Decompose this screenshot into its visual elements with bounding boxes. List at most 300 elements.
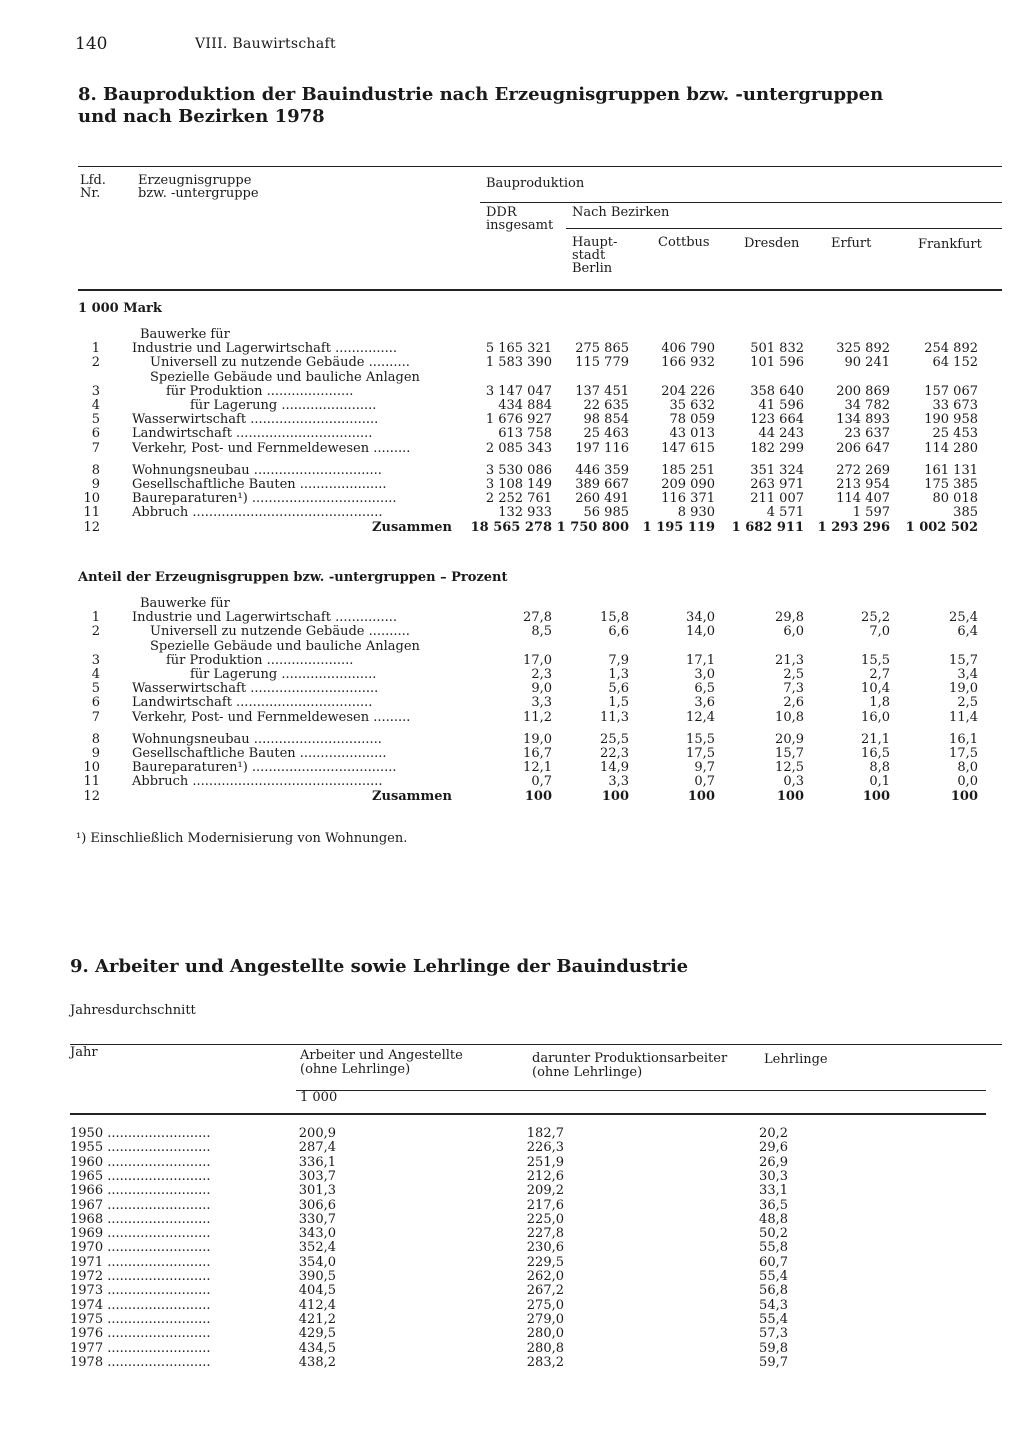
table8-bezirke-rule	[566, 228, 1002, 229]
production-workers-cell: 280,8	[526, 1340, 564, 1356]
table-row	[0, 1199, 1024, 1213]
row-number: 10	[83, 491, 100, 507]
apprentices-cell: 55,4	[759, 1269, 788, 1284]
table-row	[0, 1256, 1024, 1270]
cell-cottbus: 3,0	[694, 667, 715, 682]
production-workers-cell: 209,2	[526, 1183, 564, 1199]
row-number: 4	[91, 667, 100, 682]
row-label: Baureparaturen¹) ...................................	[132, 760, 397, 776]
table-row	[0, 790, 1024, 804]
cell-frankfurt: 385	[953, 505, 978, 521]
apprentices-cell: 56,8	[759, 1283, 788, 1299]
table-row	[0, 385, 1024, 399]
row-label: Gesellschaftliche Bauten .....................	[132, 477, 387, 492]
cell-frankfurt: 161 131	[924, 462, 978, 478]
row-label: Landwirtschaft .................................	[132, 695, 373, 711]
cell-cottbus: 100	[687, 788, 715, 804]
table-row	[0, 1213, 1024, 1227]
year-cell: 1955 .........................	[70, 1140, 211, 1156]
cell-cottbus: 8 930	[677, 505, 715, 521]
percent-section-label: Anteil der Erzeugnisgruppen bzw. -untergruppen – Prozent	[78, 570, 508, 585]
cell-erfurt: 7,0	[869, 624, 890, 640]
cell-cottbus: 1 195 119	[642, 519, 715, 535]
row-label: Bauwerke für	[140, 327, 230, 342]
cell-berlin: 260 491	[575, 491, 629, 507]
cell-berlin: 25,5	[600, 731, 629, 747]
row-number: 8	[91, 462, 100, 478]
row-label: Baureparaturen¹) ...................................	[132, 491, 397, 507]
table-row	[0, 711, 1024, 725]
cell-berlin: 446 359	[575, 462, 629, 478]
table-row	[0, 654, 1024, 668]
cell-erfurt: 213 954	[836, 477, 890, 492]
table-row	[0, 1284, 1024, 1298]
year-cell: 1973 .........................	[70, 1283, 211, 1299]
table-row	[0, 1227, 1024, 1241]
table-row	[0, 478, 1024, 492]
year-cell: 1960 .........................	[70, 1154, 211, 1170]
cell-erfurt: 0,1	[869, 774, 890, 790]
cell-cottbus: 116 371	[661, 491, 715, 507]
cell-ddr: 3 530 086	[485, 462, 552, 478]
row-label: Wasserwirtschaft ...............................	[132, 412, 379, 428]
cell-erfurt: 1 293 296	[817, 519, 890, 535]
cell-cottbus: 147 615	[661, 440, 715, 456]
cell-frankfurt: 25 453	[932, 426, 978, 442]
cell-erfurt: 21,1	[861, 731, 890, 747]
row-label: Wohnungsneubau ...............................	[132, 462, 382, 478]
year-cell: 1974 .........................	[70, 1297, 211, 1313]
cell-dresden: 100	[776, 788, 804, 804]
cell-cottbus: 43 013	[669, 426, 715, 442]
cell-erfurt: 200 869	[836, 383, 890, 399]
cell-dresden: 101 596	[750, 355, 804, 371]
cell-erfurt: 1,8	[869, 695, 890, 711]
cell-dresden: 15,7	[775, 746, 804, 761]
table9-top-rule	[70, 1044, 1002, 1045]
table-row	[0, 696, 1024, 710]
row-label: Wasserwirtschaft ...............................	[132, 681, 379, 697]
apprentices-cell: 54,3	[759, 1297, 788, 1313]
cell-berlin: 25 463	[583, 426, 629, 442]
table9-subtitle: Jahresdurchschnitt	[70, 1003, 196, 1018]
head-berlin-line1: Haupt-	[572, 235, 618, 250]
workers-cell: 200,9	[298, 1126, 336, 1141]
cell-berlin: 5,6	[608, 681, 629, 697]
table9-unit-rule	[296, 1090, 986, 1091]
head-group-line1: Erzeugnisgruppe	[138, 173, 252, 188]
year-cell: 1978 .........................	[70, 1354, 211, 1370]
head-ddr-line1: DDR	[486, 205, 517, 220]
year-cell: 1976 .........................	[70, 1326, 211, 1342]
year-cell: 1977 .........................	[70, 1340, 211, 1356]
cell-berlin: 14,9	[600, 760, 629, 776]
cell-erfurt: 90 241	[844, 355, 890, 371]
apprentices-cell: 26,9	[759, 1154, 788, 1170]
table-row	[0, 775, 1024, 789]
table-row	[0, 464, 1024, 478]
table9-head-col1-line1: Arbeiter und Angestellte	[300, 1048, 463, 1063]
cell-ddr: 3 147 047	[485, 383, 552, 399]
workers-cell: 306,6	[298, 1197, 336, 1213]
cell-frankfurt: 2,5	[957, 695, 978, 711]
cell-dresden: 358 640	[750, 383, 804, 399]
total-label: Zusammen	[372, 519, 452, 535]
cell-ddr: 12,1	[523, 760, 552, 776]
row-label: für Lagerung .......................	[190, 667, 377, 682]
table-row	[0, 640, 1024, 654]
row-number: 5	[91, 681, 100, 697]
production-workers-cell: 251,9	[526, 1154, 564, 1170]
cell-berlin: 389 667	[575, 477, 629, 492]
cell-berlin: 1,3	[608, 667, 629, 682]
cell-cottbus: 12,4	[686, 709, 715, 725]
head-lfd: Lfd.	[80, 173, 106, 188]
workers-cell: 303,7	[298, 1168, 336, 1184]
table-row	[0, 356, 1024, 370]
head-frankfurt: Frankfurt	[918, 237, 982, 252]
row-number: 3	[91, 652, 100, 668]
cell-cottbus: 185 251	[661, 462, 715, 478]
table-row	[0, 413, 1024, 427]
cell-ddr: 3 108 149	[485, 477, 552, 492]
cell-berlin: 1,5	[608, 695, 629, 711]
cell-ddr: 0,7	[531, 774, 552, 790]
cell-dresden: 263 971	[750, 477, 804, 492]
cell-erfurt: 114 407	[836, 491, 890, 507]
row-number: 10	[83, 760, 100, 776]
table-row	[0, 1156, 1024, 1170]
row-label: Spezielle Gebäude und bauliche Anlagen	[150, 638, 420, 654]
cell-ddr: 18 565 278	[470, 519, 552, 535]
workers-cell: 301,3	[298, 1183, 336, 1199]
table8-title-line1: 8. Bauproduktion der Bauindustrie nach Erzeugnisgruppen bzw. -untergruppen	[78, 84, 884, 105]
workers-cell: 343,0	[298, 1226, 336, 1242]
row-label: Bauwerke für	[140, 596, 230, 611]
cell-berlin: 115 779	[575, 355, 629, 371]
cell-frankfurt: 114 280	[924, 440, 978, 456]
apprentices-cell: 48,8	[759, 1211, 788, 1227]
head-berlin-line3: Berlin	[572, 261, 613, 276]
apprentices-cell: 55,8	[759, 1240, 788, 1256]
row-number: 12	[83, 519, 100, 535]
row-number: 5	[91, 412, 100, 428]
table-row	[0, 682, 1024, 696]
year-cell: 1975 .........................	[70, 1311, 211, 1327]
cell-frankfurt: 157 067	[924, 383, 978, 399]
cell-erfurt: 134 893	[836, 412, 890, 428]
row-label: Abbruch ..............................................	[132, 774, 383, 790]
head-nr: Nr.	[80, 186, 101, 201]
workers-cell: 412,4	[298, 1297, 336, 1313]
cell-dresden: 10,8	[775, 709, 804, 725]
cell-cottbus: 209 090	[661, 477, 715, 492]
workers-cell: 404,5	[298, 1283, 336, 1299]
table-row	[0, 625, 1024, 639]
cell-ddr: 613 758	[498, 426, 552, 442]
workers-cell: 421,2	[298, 1311, 336, 1327]
table8-bauproduktion-rule	[480, 202, 1002, 203]
year-cell: 1968 .........................	[70, 1211, 211, 1227]
table-row	[0, 506, 1024, 520]
row-number: 12	[83, 788, 100, 804]
head-bauproduktion: Bauproduktion	[486, 176, 585, 191]
cell-ddr: 2 252 761	[485, 491, 552, 507]
cell-cottbus: 0,7	[694, 774, 715, 790]
production-workers-cell: 275,0	[526, 1297, 564, 1313]
cell-frankfurt: 254 892	[924, 341, 978, 357]
row-label: Verkehr, Post- und Fernmeldewesen .........	[132, 709, 411, 725]
cell-frankfurt: 6,4	[957, 624, 978, 640]
table-row	[0, 1356, 1024, 1370]
production-workers-cell: 267,2	[526, 1283, 564, 1299]
cell-cottbus: 35 632	[669, 398, 715, 413]
cell-ddr: 100	[524, 788, 552, 804]
production-workers-cell: 225,0	[526, 1211, 564, 1227]
cell-frankfurt: 175 385	[924, 477, 978, 492]
cell-erfurt: 272 269	[836, 462, 890, 478]
cell-cottbus: 34,0	[686, 610, 715, 626]
row-number: 1	[91, 341, 100, 357]
cell-erfurt: 100	[862, 788, 890, 804]
cell-berlin: 98 854	[583, 412, 629, 428]
table-row	[0, 1299, 1024, 1313]
cell-ddr: 8,5	[531, 624, 552, 640]
cell-dresden: 7,3	[783, 681, 804, 697]
cell-cottbus: 14,0	[686, 624, 715, 640]
cell-cottbus: 9,7	[694, 760, 715, 776]
workers-cell: 330,7	[298, 1211, 336, 1227]
apprentices-cell: 59,8	[759, 1340, 788, 1356]
cell-cottbus: 17,5	[686, 746, 715, 761]
table-row	[0, 761, 1024, 775]
cell-berlin: 6,6	[608, 624, 629, 640]
workers-cell: 434,5	[298, 1340, 336, 1356]
production-workers-cell: 262,0	[526, 1269, 564, 1284]
row-number: 11	[83, 505, 100, 521]
cell-cottbus: 3,6	[694, 695, 715, 711]
cell-berlin: 275 865	[575, 341, 629, 357]
cell-frankfurt: 190 958	[924, 412, 978, 428]
table-row	[0, 1270, 1024, 1284]
cell-dresden: 0,3	[783, 774, 804, 790]
unit-label: 1 000 Mark	[78, 301, 162, 316]
row-label: Gesellschaftliche Bauten .....................	[132, 746, 387, 761]
table-row	[0, 1342, 1024, 1356]
cell-ddr: 17,0	[523, 652, 552, 668]
cell-dresden: 44 243	[758, 426, 804, 442]
cell-dresden: 6,0	[783, 624, 804, 640]
table-row	[0, 668, 1024, 682]
head-berlin-line2: stadt	[572, 248, 606, 263]
cell-ddr: 9,0	[531, 681, 552, 697]
cell-erfurt: 325 892	[836, 341, 890, 357]
year-cell: 1970 .........................	[70, 1240, 211, 1256]
apprentices-cell: 20,2	[759, 1126, 788, 1141]
workers-cell: 336,1	[298, 1154, 336, 1170]
table-row	[0, 733, 1024, 747]
row-number: 6	[91, 695, 100, 711]
cell-berlin: 56 985	[583, 505, 629, 521]
table-row	[0, 1313, 1024, 1327]
cell-berlin: 197 116	[575, 440, 629, 456]
row-label: für Lagerung .......................	[190, 398, 377, 413]
cell-erfurt: 2,7	[869, 667, 890, 682]
cell-berlin: 1 750 800	[556, 519, 629, 535]
apprentices-cell: 30,3	[759, 1168, 788, 1184]
chapter-heading: VIII. Bauwirtschaft	[195, 36, 336, 52]
workers-cell: 287,4	[298, 1140, 336, 1156]
head-group-line2: bzw. -untergruppe	[138, 186, 259, 201]
cell-ddr: 27,8	[523, 610, 552, 626]
cell-frankfurt: 0,0	[957, 774, 978, 790]
table-row	[0, 1170, 1024, 1184]
cell-erfurt: 25,2	[861, 610, 890, 626]
apprentices-cell: 50,2	[759, 1226, 788, 1242]
workers-cell: 390,5	[298, 1269, 336, 1284]
table-row	[0, 1327, 1024, 1341]
cell-dresden: 2,5	[783, 667, 804, 682]
cell-frankfurt: 8,0	[957, 760, 978, 776]
row-label: Industrie und Lagerwirtschaft ...............	[132, 610, 398, 626]
cell-cottbus: 15,5	[686, 731, 715, 747]
cell-frankfurt: 15,7	[949, 652, 978, 668]
cell-ddr: 1 676 927	[485, 412, 552, 428]
table-row	[0, 1241, 1024, 1255]
production-workers-cell: 283,2	[526, 1354, 564, 1370]
table9-title: 9. Arbeiter und Angestellte sowie Lehrlinge der Bauindustrie	[70, 956, 689, 977]
row-label: Landwirtschaft .................................	[132, 426, 373, 442]
table9-head-col2-line2: (ohne Lehrlinge)	[532, 1065, 643, 1080]
cell-erfurt: 10,4	[861, 681, 890, 697]
workers-cell: 438,2	[298, 1354, 336, 1370]
production-workers-cell: 280,0	[526, 1326, 564, 1342]
row-number: 8	[91, 731, 100, 747]
cell-dresden: 1 682 911	[731, 519, 804, 535]
table9-head-col2-line1: darunter Produktionsarbeiter	[532, 1051, 728, 1066]
table-row	[0, 1127, 1024, 1141]
apprentices-cell: 36,5	[759, 1197, 788, 1213]
cell-berlin: 100	[601, 788, 629, 804]
table8-title-line2: und nach Bezirken 1978	[78, 106, 325, 127]
table-row	[0, 399, 1024, 413]
cell-frankfurt: 100	[950, 788, 978, 804]
head-erfurt: Erfurt	[831, 236, 872, 251]
table-row	[0, 342, 1024, 356]
cell-erfurt: 206 647	[836, 440, 890, 456]
cell-frankfurt: 25,4	[949, 610, 978, 626]
cell-ddr: 2 085 343	[485, 440, 552, 456]
table-row	[0, 611, 1024, 625]
row-label: für Produktion .....................	[166, 652, 354, 668]
table-row	[0, 521, 1024, 535]
row-number: 1	[91, 610, 100, 626]
row-label: Industrie und Lagerwirtschaft ...............	[132, 341, 398, 357]
cell-frankfurt: 16,1	[949, 731, 978, 747]
cell-cottbus: 17,1	[686, 652, 715, 668]
year-cell: 1950 .........................	[70, 1126, 211, 1141]
table-row	[0, 492, 1024, 506]
production-workers-cell: 279,0	[526, 1311, 564, 1327]
cell-dresden: 20,9	[775, 731, 804, 747]
table8-header-bottom-rule	[78, 289, 1002, 291]
head-cottbus: Cottbus	[658, 235, 710, 250]
table-row	[0, 1184, 1024, 1198]
table-row	[0, 442, 1024, 456]
production-workers-cell: 182,7	[526, 1126, 564, 1141]
total-label: Zusammen	[372, 788, 452, 804]
production-workers-cell: 226,3	[526, 1140, 564, 1156]
apprentices-cell: 29,6	[759, 1140, 788, 1156]
row-number: 9	[91, 477, 100, 492]
apprentices-cell: 57,3	[759, 1326, 788, 1342]
row-number: 7	[91, 709, 100, 725]
table9-head-jahr: Jahr	[70, 1045, 98, 1060]
cell-erfurt: 16,0	[861, 709, 890, 725]
apprentices-cell: 60,7	[759, 1254, 788, 1270]
year-cell: 1972 .........................	[70, 1269, 211, 1284]
cell-erfurt: 23 637	[844, 426, 890, 442]
cell-frankfurt: 80 018	[932, 491, 978, 507]
cell-erfurt: 15,5	[861, 652, 890, 668]
year-cell: 1969 .........................	[70, 1226, 211, 1242]
workers-cell: 352,4	[298, 1240, 336, 1256]
cell-ddr: 1 583 390	[485, 355, 552, 371]
footnote: ¹) Einschließlich Modernisierung von Wohnungen.	[76, 831, 408, 846]
row-number: 2	[91, 355, 100, 371]
cell-dresden: 211 007	[750, 491, 804, 507]
cell-dresden: 2,6	[783, 695, 804, 711]
apprentices-cell: 33,1	[759, 1183, 788, 1199]
cell-frankfurt: 11,4	[949, 709, 978, 725]
cell-frankfurt: 33 673	[932, 398, 978, 413]
row-label: Universell zu nutzende Gebäude ..........	[150, 624, 410, 640]
cell-ddr: 132 933	[498, 505, 552, 521]
row-number: 7	[91, 440, 100, 456]
cell-berlin: 11,3	[600, 709, 629, 725]
cell-dresden: 351 324	[750, 462, 804, 478]
cell-ddr: 16,7	[523, 746, 552, 761]
table9-unit: 1 000	[300, 1090, 338, 1105]
table9-header-bottom-rule	[70, 1113, 986, 1115]
cell-dresden: 29,8	[775, 610, 804, 626]
cell-dresden: 501 832	[750, 341, 804, 357]
head-dresden: Dresden	[744, 236, 800, 251]
table-row	[0, 747, 1024, 761]
cell-ddr: 5 165 321	[485, 341, 552, 357]
row-label: Spezielle Gebäude und bauliche Anlagen	[150, 369, 420, 385]
year-cell: 1967 .........................	[70, 1197, 211, 1213]
table-row	[0, 371, 1024, 385]
cell-ddr: 11,2	[523, 709, 552, 725]
row-number: 9	[91, 746, 100, 761]
row-label: Verkehr, Post- und Fernmeldewesen .........	[132, 440, 411, 456]
workers-cell: 354,0	[298, 1254, 336, 1270]
cell-berlin: 22,3	[600, 746, 629, 761]
cell-erfurt: 8,8	[869, 760, 890, 776]
row-number: 6	[91, 426, 100, 442]
page-number: 140	[75, 34, 108, 54]
cell-berlin: 3,3	[608, 774, 629, 790]
cell-frankfurt: 3,4	[957, 667, 978, 682]
cell-cottbus: 6,5	[694, 681, 715, 697]
table-row	[0, 328, 1024, 342]
production-workers-cell: 229,5	[526, 1254, 564, 1270]
production-workers-cell: 227,8	[526, 1226, 564, 1242]
cell-ddr: 434 884	[498, 398, 552, 413]
table9-head-col3: Lehrlinge	[764, 1052, 828, 1067]
cell-berlin: 22 635	[583, 398, 629, 413]
